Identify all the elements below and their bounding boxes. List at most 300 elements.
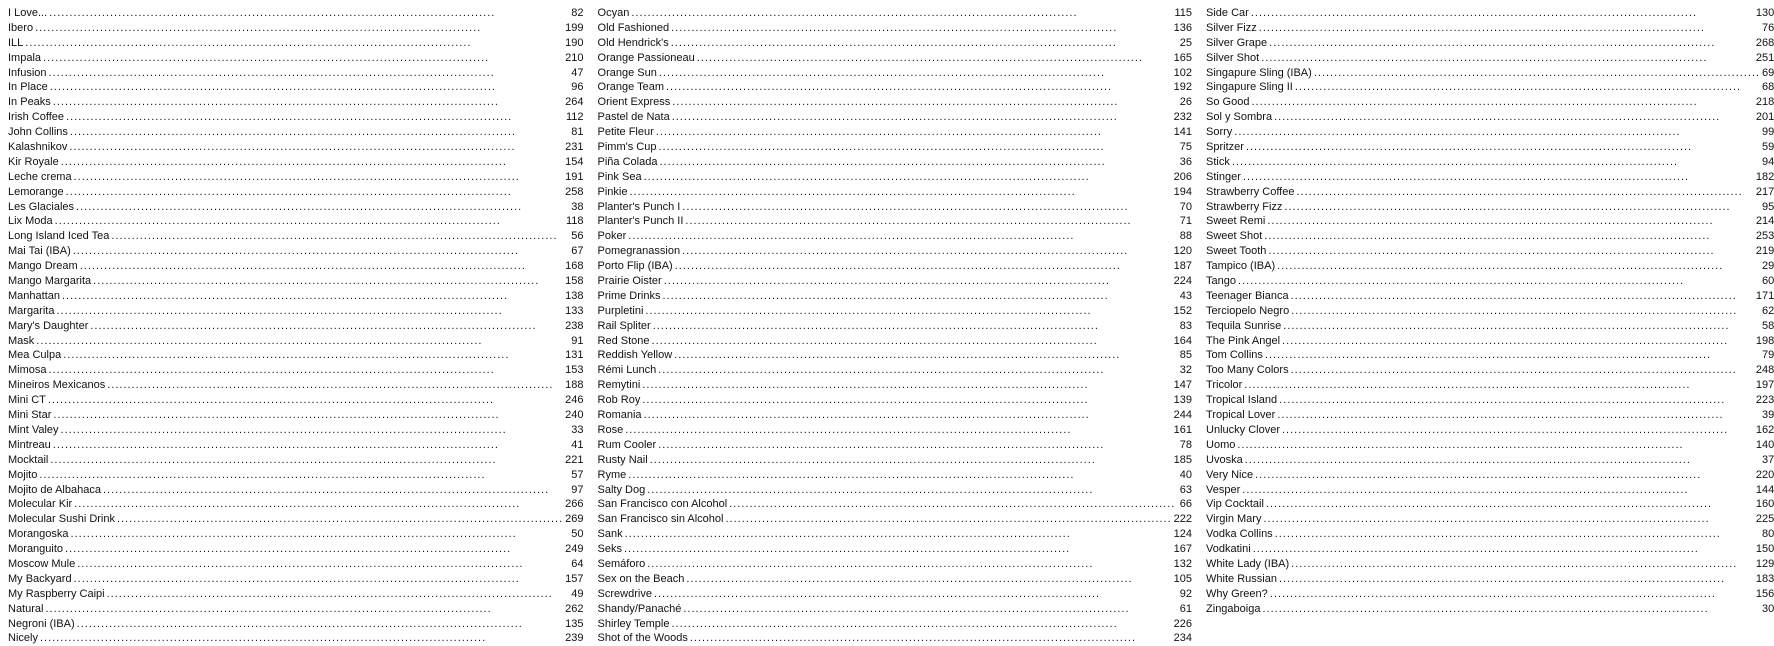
entry-page-number: 185 [1173, 453, 1193, 466]
index-entry [598, 453, 1193, 468]
index-entry [1206, 468, 1774, 483]
entry-page-number: 133 [565, 304, 584, 317]
index-entry [1206, 557, 1774, 572]
entry-page-number: 92 [1179, 587, 1193, 600]
entry-page-number: 194 [1173, 185, 1193, 198]
index-entry [598, 229, 1193, 244]
dot-leader [107, 587, 570, 602]
dot-leader [65, 542, 563, 557]
entry-name: Pink Sea [597, 170, 642, 183]
index-entry [8, 631, 584, 646]
entry-name: Molecular Kir [8, 498, 73, 511]
index-entry [8, 423, 584, 438]
index-entry [8, 140, 584, 155]
index-entry [598, 51, 1193, 66]
dot-leader [1246, 140, 1760, 155]
index-entry [1206, 95, 1774, 110]
index-entry [1206, 155, 1774, 170]
dot-leader [50, 453, 563, 468]
entry-page-number: 40 [1179, 468, 1193, 481]
entry-name: Planter's Punch II [597, 215, 684, 228]
entry-name: Orange Team [597, 81, 664, 94]
index-entry [1206, 6, 1774, 21]
index-entry [1206, 483, 1774, 498]
entry-name: Prime Drinks [597, 289, 661, 302]
entry-page-number: 36 [1179, 155, 1193, 168]
index-column-1 [8, 6, 584, 645]
index-entry [1206, 80, 1774, 95]
entry-name: Mojito de Albahaca [8, 483, 101, 496]
entry-name: Tampico (IBA) [1206, 260, 1276, 273]
entry-name: Tropical Lover [1206, 409, 1276, 422]
entry-name: Les Glaciales [8, 200, 75, 213]
entry-name: Planter's Punch I [597, 200, 681, 213]
entry-name: Irish Coffee [8, 111, 65, 124]
dot-leader [39, 468, 569, 483]
index-entry [8, 348, 584, 363]
entry-name: Moscow Mule [8, 557, 76, 570]
index-entry [8, 200, 584, 215]
dot-leader [659, 66, 1172, 81]
dot-leader [628, 229, 1178, 244]
entry-page-number: 191 [565, 170, 584, 183]
entry-name: My Raspberry Caipi [8, 587, 105, 600]
entry-name: Why Green? [1206, 587, 1268, 600]
entry-page-number: 70 [1179, 200, 1193, 213]
entry-page-number: 75 [1179, 141, 1193, 154]
entry-name: San Francisco sin Alcohol [597, 513, 724, 526]
entry-page-number: 79 [1762, 349, 1774, 362]
dot-leader [658, 438, 1178, 453]
entry-page-number: 118 [565, 215, 584, 228]
index-entry [598, 631, 1193, 646]
entry-page-number: 78 [1179, 438, 1193, 451]
entry-name: Vodka Collins [1206, 528, 1273, 541]
dot-leader [625, 423, 1171, 438]
entry-page-number: 223 [1755, 394, 1774, 407]
dot-leader [77, 617, 564, 632]
index-entry [8, 572, 584, 587]
entry-name: Tropical Island [1206, 394, 1278, 407]
entry-name: Impala [8, 51, 42, 64]
entry-page-number: 234 [1173, 632, 1193, 645]
entry-page-number: 30 [1762, 602, 1774, 615]
index-entry [1206, 170, 1774, 185]
index-entry [598, 36, 1193, 51]
entry-page-number: 171 [1755, 289, 1774, 302]
entry-name: White Lady (IBA) [1206, 557, 1290, 570]
index-entry [598, 512, 1193, 527]
index-entry [598, 393, 1193, 408]
entry-name: Unlucky Clover [1206, 423, 1280, 436]
entry-page-number: 82 [571, 7, 584, 19]
entry-page-number: 192 [1173, 81, 1193, 94]
index-entry [598, 289, 1193, 304]
dot-leader [1283, 319, 1760, 334]
entry-page-number: 221 [565, 453, 584, 466]
entry-page-number: 41 [571, 438, 584, 451]
dot-leader [74, 497, 563, 512]
entry-page-number: 138 [565, 289, 584, 302]
dot-leader [1242, 483, 1754, 498]
entry-page-number: 232 [1173, 111, 1193, 124]
dot-leader [671, 21, 1172, 36]
dot-leader [1265, 348, 1760, 363]
dot-leader [1314, 66, 1760, 81]
index-entry [598, 319, 1193, 334]
dot-leader [652, 334, 1172, 349]
dot-leader [654, 587, 1178, 602]
entry-name: The Pink Angel [1206, 334, 1281, 347]
entry-page-number: 76 [1762, 21, 1774, 34]
index-entry [8, 408, 584, 423]
index-entry [598, 95, 1193, 110]
entry-page-number: 190 [565, 36, 584, 49]
index-entry [598, 21, 1193, 36]
entry-page-number: 158 [565, 275, 584, 288]
index-entry [8, 51, 584, 66]
dot-leader [628, 468, 1178, 483]
entry-name: Leche crema [8, 170, 72, 183]
entry-page-number: 253 [1755, 230, 1774, 243]
entry-name: Mai Tai (IBA) [8, 245, 71, 258]
entry-page-number: 147 [1173, 379, 1193, 392]
index-entry [598, 334, 1193, 349]
index-entry [598, 572, 1193, 587]
index-entry [1206, 125, 1774, 140]
entry-name: Manhattan [8, 289, 60, 302]
entry-page-number: 249 [565, 543, 584, 556]
entry-page-number: 124 [1173, 528, 1193, 541]
entry-name: Sweet Remi [1206, 215, 1266, 228]
entry-name: Piña Colada [597, 155, 658, 168]
entry-page-number: 141 [1173, 126, 1193, 139]
entry-page-number: 217 [1755, 185, 1774, 198]
entry-page-number: 62 [1762, 304, 1774, 317]
entry-page-number: 218 [1755, 96, 1774, 109]
dot-leader [70, 125, 569, 140]
dot-leader [1274, 110, 1754, 125]
index-entry [1206, 110, 1774, 125]
dot-leader [674, 348, 1178, 363]
dot-leader [1245, 453, 1760, 468]
entry-name: Singapure Sling (IBA) [1206, 66, 1312, 79]
entry-name: Remytini [597, 379, 641, 392]
index-entry [8, 378, 584, 393]
dot-leader [671, 36, 1178, 51]
entry-page-number: 182 [1755, 170, 1774, 183]
index-entry [1206, 363, 1774, 378]
entry-name: Shot of the Woods [597, 632, 688, 645]
dot-leader [111, 229, 569, 244]
dot-leader [697, 51, 1172, 66]
index-entry [8, 110, 584, 125]
entry-page-number: 153 [565, 364, 584, 377]
dot-leader [650, 453, 1172, 468]
entry-name: John Collins [8, 126, 68, 139]
entry-page-number: 150 [1755, 543, 1774, 556]
entry-name: Romania [597, 409, 642, 422]
entry-name: San Francisco con Alcohol [597, 498, 728, 511]
entry-name: In Peaks [8, 96, 51, 109]
index-entry [1206, 244, 1774, 259]
entry-page-number: 68 [1762, 81, 1774, 94]
entry-name: Stinger [1206, 170, 1241, 183]
index-entry [1206, 438, 1774, 453]
dot-leader [1291, 289, 1754, 304]
entry-page-number: 198 [1755, 334, 1774, 347]
entry-name: Orange Passioneau [597, 51, 695, 64]
dot-leader [625, 527, 1172, 542]
entry-name: Prairie Oister [597, 275, 662, 288]
entry-page-number: 144 [1755, 483, 1774, 496]
entry-page-number: 258 [565, 185, 584, 198]
entry-name: Mini Star [8, 409, 52, 422]
entry-name: Silver Grape [1206, 36, 1268, 49]
dot-leader [53, 408, 563, 423]
index-entry [8, 617, 584, 632]
entry-page-number: 105 [1173, 572, 1193, 585]
dot-leader [61, 423, 570, 438]
index-entry [598, 438, 1193, 453]
entry-page-number: 264 [565, 96, 584, 109]
entry-name: Mini CT [8, 394, 46, 407]
index-entry [1206, 587, 1774, 602]
index-entry [1206, 289, 1774, 304]
index-entry [1206, 21, 1774, 36]
entry-page-number: 131 [565, 349, 584, 362]
dot-leader [658, 363, 1178, 378]
entry-page-number: 161 [1173, 423, 1193, 436]
entry-page-number: 226 [1173, 617, 1193, 630]
dot-leader [103, 483, 569, 498]
entry-name: Infusion [8, 66, 47, 79]
entry-page-number: 49 [571, 587, 584, 600]
index-entry [598, 408, 1193, 423]
entry-page-number: 231 [565, 141, 584, 154]
index-entry [598, 259, 1193, 274]
index-entry [1206, 348, 1774, 363]
index-entry [598, 125, 1193, 140]
entry-page-number: 33 [571, 423, 584, 436]
index-entry [1206, 393, 1774, 408]
entry-name: Orient Express [597, 96, 671, 109]
entry-name: Mimosa [8, 364, 47, 377]
dot-leader [1237, 438, 1754, 453]
entry-name: Reddish Yellow [597, 349, 673, 362]
entry-page-number: 39 [1762, 409, 1774, 422]
dot-leader [1269, 36, 1754, 51]
index-column-2 [597, 6, 1193, 645]
entry-page-number: 57 [571, 468, 584, 481]
dot-leader [1267, 214, 1754, 229]
index-entry [598, 497, 1193, 512]
dot-leader [1234, 125, 1760, 140]
index-entry [598, 244, 1193, 259]
entry-name: Stick [1206, 155, 1230, 168]
entry-page-number: 168 [565, 260, 584, 273]
entry-page-number: 96 [571, 81, 584, 94]
entry-name: Ibero [8, 21, 34, 34]
entry-page-number: 167 [1173, 543, 1193, 556]
dot-leader [1251, 95, 1753, 110]
entry-page-number: 152 [1173, 304, 1193, 317]
index-entry [598, 274, 1193, 289]
index-entry [1206, 259, 1774, 274]
entry-page-number: 67 [571, 245, 584, 258]
entry-page-number: 26 [1179, 96, 1193, 109]
entry-page-number: 246 [565, 394, 584, 407]
entry-page-number: 140 [1755, 438, 1774, 451]
index-entry [8, 95, 584, 110]
entry-name: Mint Valey [8, 423, 59, 436]
entry-name: Mintreau [8, 438, 51, 451]
dot-leader [686, 572, 1171, 587]
dot-leader [1255, 468, 1754, 483]
dot-leader [1279, 393, 1754, 408]
entry-name: Petite Fleur [597, 126, 654, 139]
entry-name: Vip Cocktail [1206, 498, 1264, 511]
index-entry [598, 80, 1193, 95]
index-entry [8, 602, 584, 617]
entry-page-number: 69 [1762, 66, 1774, 79]
index-entry [598, 527, 1193, 542]
dot-leader [49, 6, 569, 21]
dot-leader [1296, 185, 1753, 200]
entry-page-number: 32 [1179, 364, 1193, 377]
dot-leader [685, 214, 1177, 229]
dot-leader [662, 289, 1177, 304]
entry-name: Sank [597, 528, 623, 541]
entry-name: Rob Roy [597, 394, 641, 407]
dot-leader [63, 348, 563, 363]
entry-name: In Place [8, 81, 48, 94]
dot-leader [1282, 334, 1754, 349]
entry-page-number: 60 [1762, 275, 1774, 288]
entry-name: Tequila Sunrise [1206, 319, 1282, 332]
index-entry [1206, 602, 1774, 617]
entry-page-number: 61 [1179, 602, 1193, 615]
index-entry [1206, 274, 1774, 289]
dot-leader [1295, 80, 1760, 95]
entry-name: Pastel de Nata [597, 111, 670, 124]
entry-page-number: 139 [1173, 394, 1193, 407]
index-entry [8, 125, 584, 140]
dot-leader [658, 140, 1177, 155]
entry-page-number: 162 [1755, 423, 1774, 436]
entry-name: White Russian [1206, 572, 1277, 585]
dot-leader [77, 557, 569, 572]
dot-leader [53, 438, 569, 453]
index-entry [1206, 66, 1774, 81]
entry-page-number: 58 [1762, 319, 1774, 332]
entry-page-number: 135 [565, 617, 584, 630]
entry-name: Uomo [1206, 438, 1236, 451]
entry-name: Long Island Iced Tea [8, 230, 110, 243]
index-entry [598, 155, 1193, 170]
entry-name: Tom Collins [1206, 349, 1263, 362]
index-entry [8, 214, 584, 229]
dot-leader [66, 185, 564, 200]
entry-name: Pimm's Cup [597, 141, 657, 154]
entry-page-number: 99 [1762, 126, 1774, 139]
entry-page-number: 224 [1173, 275, 1193, 288]
entry-name: Salty Dog [597, 483, 646, 496]
entry-page-number: 210 [565, 51, 584, 64]
index-entry [598, 304, 1193, 319]
index-entry [1206, 334, 1774, 349]
index-entry [8, 468, 584, 483]
index-entry [8, 274, 584, 289]
dot-leader [1238, 274, 1760, 289]
dot-leader [69, 140, 563, 155]
dot-leader [107, 378, 563, 393]
index-entry [598, 66, 1193, 81]
entry-name: So Good [1206, 96, 1250, 109]
entry-name: Terciopelo Negro [1206, 304, 1290, 317]
entry-page-number: 37 [1762, 453, 1774, 466]
entry-page-number: 80 [1762, 528, 1774, 541]
dot-leader [631, 6, 1172, 21]
entry-page-number: 130 [1755, 7, 1774, 19]
entry-page-number: 222 [1173, 513, 1193, 526]
dot-leader [48, 393, 563, 408]
entry-name: Porto Flip (IBA) [597, 260, 673, 273]
entry-name: Old Fashioned [597, 21, 670, 34]
entry-page-number: 197 [1755, 379, 1774, 392]
entry-page-number: 183 [1755, 572, 1774, 585]
dot-leader [80, 259, 563, 274]
entry-page-number: 120 [1173, 245, 1193, 258]
entry-name: Tricolor [1206, 379, 1243, 392]
entry-page-number: 56 [571, 230, 584, 243]
entry-name: Teenager Bianca [1206, 289, 1289, 302]
entry-name: Kalashnikov [8, 141, 68, 154]
entry-page-number: 50 [571, 528, 584, 541]
dot-leader [56, 304, 563, 319]
entry-name: Very Nice [1206, 468, 1254, 481]
entry-page-number: 102 [1173, 66, 1193, 79]
entry-name: Rose [597, 423, 624, 436]
index-entry [8, 497, 584, 512]
index-entry [8, 527, 584, 542]
index-entry [1206, 497, 1774, 512]
dot-leader [642, 393, 1171, 408]
entry-name: Sweet Shot [1206, 230, 1263, 243]
index-entry [8, 229, 584, 244]
entry-page-number: 154 [565, 155, 584, 168]
index-entry [8, 483, 584, 498]
index-entry [598, 557, 1193, 572]
entry-page-number: 94 [1762, 155, 1774, 168]
entry-name: Sol y Sombra [1206, 111, 1273, 124]
entry-name: Mango Margarita [8, 275, 92, 288]
entry-name: Shandy/Panaché [597, 602, 682, 615]
index-entry [8, 453, 584, 468]
entry-name: Mocktail [8, 453, 49, 466]
dot-leader [1243, 170, 1754, 185]
entry-name: ILL [8, 36, 24, 49]
entry-name: Strawberry Coffee [1206, 185, 1295, 198]
entry-page-number: 156 [1755, 587, 1774, 600]
index-entry [8, 21, 584, 36]
entry-page-number: 220 [1755, 468, 1774, 481]
index-entry [8, 334, 584, 349]
index-entry [1206, 378, 1774, 393]
dot-leader [729, 497, 1178, 512]
index-entry [598, 423, 1193, 438]
dot-leader [53, 95, 563, 110]
